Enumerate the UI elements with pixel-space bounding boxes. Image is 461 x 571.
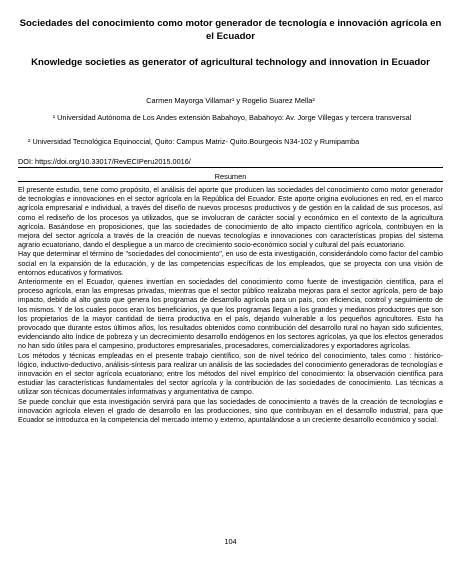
authors: Carmen Mayorga Villamar¹ y Rogelio Suarez Mella² xyxy=(146,96,315,105)
affiliation-2: ² Universidad Tecnológica Equinoccial, Quito: Campus Matriz- Quito.Bourgeois N34-102 y Rumipamba xyxy=(28,137,360,146)
affiliation-1: ¹ Universidad Autónoma de Los Andes extensión Babahoyo, Babahoyo: Av. Jorge Villegas y tercera transversal xyxy=(52,113,412,122)
abstract-paragraph: Los métodos y técnicas empleadas en el presente trabajo científico, son de nivel teórico del conocimiento, tales como : histórico-lógico, inductivo-deductivo, análisis-síntesis para realizar un análisis de las sociedades del conocimiento generadoras de tecnologías e innovación en el sector agrícola ecuatoriano; entre los métodos del nivel empírico del conocimiento: la observación científica para estudiar las características fundamentales del sector agrícola y la contribución de las sociedades de conocimiento. Las técnicas a utilizar son técnicas documentales informativas y argumentativa de campo. xyxy=(18,351,443,397)
title-spanish: Sociedades del conocimiento como motor generador de tecnología e innovación agrícola en el Ecuador xyxy=(19,18,442,42)
abstract-paragraph: Se puede concluir que esta investigación servirá para que las sociedades de conocimiento a través de la creación de tecnologías e innovación agrícola eleven el grado de desarrollo en las producciones, sino que contribuyan en el desarrollo industrial, para que Ecuador se introduzca en la competencia del mercado interno y externo, apuntalándose a un creciente desarrollo económico y social. xyxy=(18,397,443,425)
doi-line: DOI: https://doi.org/10.33017/RevECIPeru2015.0016/ xyxy=(18,157,191,166)
divider-bottom xyxy=(18,181,443,182)
abstract-paragraph: Hay que determinar el término de "sociedades del conocimiento", en uso de esta investigación, considerándolo como factor del cambio social en la expansión de la educación, y de las competencias específicas de los empleados, que se proyecta con una visión de entornos educativos y formativos. xyxy=(18,250,443,277)
abstract-body xyxy=(18,186,443,425)
abstract-heading: Resumen xyxy=(214,172,247,181)
divider-top xyxy=(18,167,443,168)
abstract-paragraph: Anteriormente en el Ecuador, quienes invertían en sociedades del conocimiento como fuente de investigación científica, para el proceso agrícola, eran las empresas privadas, mientras que el sector público realizaba mejoras para el sector agrícola, pero de bajo impacto, debido al alto gasto que genera los programas de desarrollo agrícola para un país, con eficiencia, control y seguimiento de los mismos. Y de los cuales pocos eran los beneficiarios, ya que los programas llegan a los grandes y medianos productores que son los propietarios de la mayor cantidad de tierra productiva en el país, dejando vulnerable a los pequeños agricultores. Esto ha provocado que durante estos últimos años, los resultados obtenidos como contribución del desarrollo rural no hayan sido suficientes, evidenciando alto índice de pobreza y un decrecimiento desarrollo endógenos en los sectores agrícolas, ya que los efectos generados no han sido útiles para el campesino, productores empresariales, procesadores, comercializadores y exportadores agrícolas. xyxy=(18,278,443,351)
abstract-paragraph: El presente estudio, tiene como propósito, el análisis del aporte que producen las sociedades del conocimiento como motor generador de tecnologías e innovaciones en el sector agrícola en la República del Ecuador. Este aporte origina evoluciones en red, en el marco agrícola empresarial e individual, a través del diseño de nuevos procesos productivos y de gestión en la calidad de sus procesos, así como el rediseño de los procesos ya utilizados, que se involucran de carácter social y económico en el contexto de la agricultura agrícola. Basándose en proposiciones, que las sociedades de conocimiento de alto impacto científico agrícola, contribuyen en la mejora del sector agrícola a través de la creación de nuevas tecnologías e innovaciones con características propias del sistema agrario ecuatoriano, dando el despliegue a un marco de crecimiento socio-económico social y cultural del país ecuatoriano. xyxy=(18,186,443,250)
page-number: 104 xyxy=(224,537,237,546)
title-english: Knowledge societies as generator of agricultural technology and innovation in Ecuador xyxy=(31,57,430,68)
